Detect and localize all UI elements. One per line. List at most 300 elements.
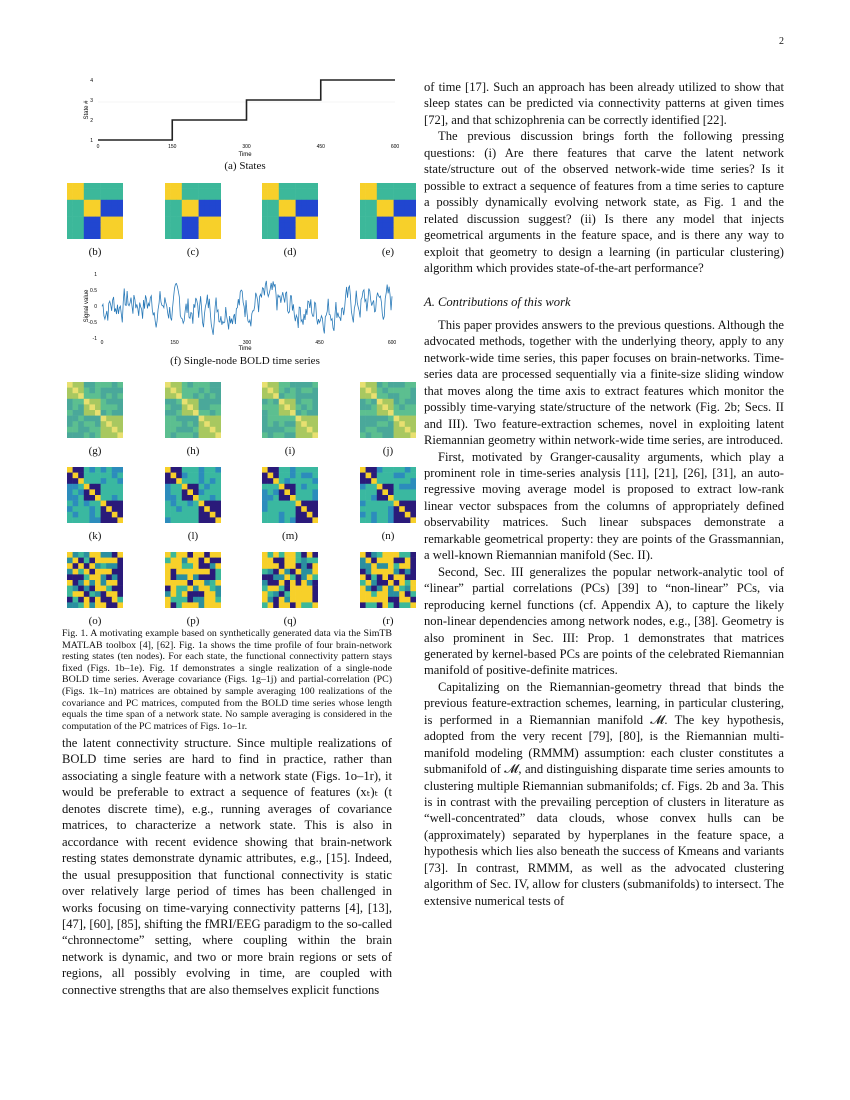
matrix-cell xyxy=(176,211,182,217)
matrix-cell xyxy=(73,404,79,410)
matrix-cell xyxy=(215,194,221,200)
matrix-cell xyxy=(73,189,79,195)
matrix-cell xyxy=(182,388,188,394)
matrix-cell xyxy=(410,558,416,564)
matrix-cell xyxy=(187,501,193,507)
matrix-cell xyxy=(171,194,177,200)
matrix-cell xyxy=(273,591,279,597)
matrix-cell xyxy=(268,552,274,558)
matrix-cell xyxy=(273,416,279,422)
matrix-cell xyxy=(210,501,216,507)
matrix-cell xyxy=(301,574,307,580)
matrix-cell xyxy=(182,591,188,597)
matrix-cell xyxy=(199,512,205,518)
matrix-cell xyxy=(284,217,290,223)
matrix-cell xyxy=(89,597,95,603)
matrix-cell xyxy=(67,501,73,507)
matrix-cell xyxy=(290,517,296,523)
matrix-cell xyxy=(284,552,290,558)
matrix-cell xyxy=(176,552,182,558)
matrix-cell xyxy=(112,489,118,495)
matrix-cell xyxy=(301,467,307,473)
matrix-cell xyxy=(312,552,318,558)
matrix-cell xyxy=(262,597,268,603)
matrix-cell xyxy=(388,574,394,580)
matrix-cell xyxy=(377,427,383,433)
matrix-cell xyxy=(187,416,193,422)
matrix-cell xyxy=(399,580,405,586)
matrix-cell xyxy=(171,399,177,405)
matrix-cell xyxy=(279,388,285,394)
matrix-cell xyxy=(307,183,313,189)
matrix-cell xyxy=(78,222,84,228)
matrix-cell xyxy=(377,501,383,507)
matrix-cell xyxy=(371,563,377,569)
matrix-cell xyxy=(377,569,383,575)
matrix-cell xyxy=(279,586,285,592)
matrix-cell xyxy=(382,473,388,479)
matrix-cell xyxy=(171,563,177,569)
matrix-cell xyxy=(84,217,90,223)
matrix-cell xyxy=(366,506,372,512)
matrix-cell xyxy=(360,200,366,206)
matrix-cell xyxy=(312,183,318,189)
matrix-cell xyxy=(117,495,123,501)
matrix-cell xyxy=(279,421,285,427)
matrix-cell xyxy=(284,432,290,438)
matrix-cell xyxy=(182,427,188,433)
matrix-cell xyxy=(399,558,405,564)
matrix-cell xyxy=(371,421,377,427)
matrix-cell xyxy=(67,222,73,228)
matrix-cell xyxy=(394,591,400,597)
x-tick: 0 xyxy=(100,340,104,346)
connectivity-matrix xyxy=(67,382,123,438)
matrix-cell xyxy=(193,183,199,189)
matrix-cell xyxy=(84,552,90,558)
matrix-cell xyxy=(112,512,118,518)
matrix-cell xyxy=(279,558,285,564)
matrix-cell xyxy=(312,404,318,410)
matrix-cell xyxy=(405,432,411,438)
matrix-cell xyxy=(182,233,188,239)
matrix-cell xyxy=(187,427,193,433)
matrix-cell xyxy=(388,183,394,189)
matrix-cell xyxy=(193,228,199,234)
matrix-cell xyxy=(301,563,307,569)
matrix-cell xyxy=(171,233,177,239)
matrix-cell xyxy=(394,189,400,195)
matrix-cell xyxy=(382,602,388,608)
matrix-cell xyxy=(405,506,411,512)
matrix-cell xyxy=(67,506,73,512)
matrix-cell xyxy=(307,580,313,586)
matrix-cell xyxy=(187,399,193,405)
matrix-cell xyxy=(290,217,296,223)
matrix-cell xyxy=(296,200,302,206)
matrix-cell xyxy=(84,574,90,580)
matrix-cell xyxy=(95,222,101,228)
matrix-cell xyxy=(410,404,416,410)
matrix-cell xyxy=(371,602,377,608)
matrix-cell xyxy=(204,478,210,484)
matrix-cell xyxy=(307,586,313,592)
matrix-cell xyxy=(78,217,84,223)
connectivity-matrix xyxy=(262,552,318,608)
matrix-cell xyxy=(284,382,290,388)
matrix-cell xyxy=(67,393,73,399)
matrix-cell xyxy=(95,388,101,394)
matrix-cell xyxy=(399,591,405,597)
matrix-cell xyxy=(307,416,313,422)
matrix-cell xyxy=(171,228,177,234)
matrix-cell xyxy=(165,586,171,592)
matrix-cell xyxy=(89,484,95,490)
matrix-cell xyxy=(165,563,171,569)
matrix-cell xyxy=(176,399,182,405)
matrix-cell xyxy=(95,393,101,399)
matrix-cell xyxy=(182,183,188,189)
matrix-cell xyxy=(215,388,221,394)
matrix-cell xyxy=(84,421,90,427)
matrix-cell xyxy=(176,580,182,586)
matrix-cell xyxy=(262,421,268,427)
matrix-cell xyxy=(95,580,101,586)
matrix-cell xyxy=(307,388,313,394)
matrix-cell xyxy=(284,563,290,569)
x-tick: 450 xyxy=(316,144,325,150)
matrix-cell xyxy=(371,183,377,189)
matrix-cell xyxy=(187,552,193,558)
matrix-cell xyxy=(176,591,182,597)
matrix-cell xyxy=(89,399,95,405)
matrix-cell xyxy=(382,217,388,223)
matrix-cell xyxy=(199,574,205,580)
matrix-cell xyxy=(268,421,274,427)
matrix-cell xyxy=(371,597,377,603)
matrix-cell xyxy=(399,484,405,490)
connectivity-matrix xyxy=(165,183,221,239)
matrix-cell xyxy=(388,211,394,217)
matrix-cell xyxy=(210,484,216,490)
matrix-cell xyxy=(382,233,388,239)
matrix-cell xyxy=(360,382,366,388)
matrix-cell xyxy=(101,410,107,416)
matrix-cell xyxy=(117,517,123,523)
matrix-cell xyxy=(101,217,107,223)
y-tick: 1 xyxy=(90,138,93,144)
matrix-cell xyxy=(366,432,372,438)
matrix-cell xyxy=(296,416,302,422)
matrix-cell xyxy=(73,506,79,512)
subfigure-label: (p) xyxy=(186,615,200,627)
matrix-cell xyxy=(410,597,416,603)
matrix-cell xyxy=(95,189,101,195)
matrix-cell xyxy=(101,222,107,228)
matrix-cell xyxy=(112,506,118,512)
matrix-cell xyxy=(165,484,171,490)
matrix-cell xyxy=(410,427,416,433)
matrix-cell xyxy=(117,399,123,405)
matrix-cell xyxy=(273,569,279,575)
matrix-cell xyxy=(284,574,290,580)
matrix-cell xyxy=(199,421,205,427)
matrix-cell xyxy=(89,205,95,211)
matrix-cell xyxy=(312,580,318,586)
matrix-cell xyxy=(67,602,73,608)
matrix-cell xyxy=(360,427,366,433)
matrix-cell xyxy=(366,382,372,388)
matrix-cell xyxy=(268,189,274,195)
matrix-cell xyxy=(371,228,377,234)
matrix-cell xyxy=(176,489,182,495)
connectivity-matrix xyxy=(360,467,416,523)
matrix-cell xyxy=(84,233,90,239)
matrix-cell xyxy=(171,211,177,217)
matrix-cell xyxy=(117,473,123,479)
matrix-cell xyxy=(193,393,199,399)
matrix-cell xyxy=(101,200,107,206)
matrix-cell xyxy=(95,478,101,484)
matrix-cell xyxy=(377,517,383,523)
matrix-cell xyxy=(182,393,188,399)
matrix-cell xyxy=(95,228,101,234)
matrix-cell xyxy=(106,200,112,206)
matrix-cell xyxy=(366,416,372,422)
matrix-cell xyxy=(371,489,377,495)
matrix-cell xyxy=(399,467,405,473)
matrix-cell xyxy=(215,484,221,490)
matrix-cell xyxy=(67,473,73,479)
matrix-cell xyxy=(371,393,377,399)
matrix-cell xyxy=(89,473,95,479)
matrix-cell xyxy=(204,233,210,239)
signal-line xyxy=(102,281,392,335)
matrix-cell xyxy=(106,552,112,558)
matrix-cell xyxy=(377,495,383,501)
matrix-cell xyxy=(410,222,416,228)
matrix-cell xyxy=(405,228,411,234)
matrix-cell xyxy=(112,586,118,592)
y-tick: 0 xyxy=(94,304,97,310)
matrix-cell xyxy=(377,586,383,592)
matrix-cell xyxy=(73,597,79,603)
matrix-cell xyxy=(106,211,112,217)
matrix-cell xyxy=(67,512,73,518)
matrix-cell xyxy=(67,484,73,490)
matrix-cell xyxy=(176,189,182,195)
matrix-cell xyxy=(377,580,383,586)
matrix-cell xyxy=(405,473,411,479)
matrix-cell xyxy=(199,432,205,438)
matrix-cell xyxy=(371,501,377,507)
matrix-cell xyxy=(382,399,388,405)
matrix-cell xyxy=(182,217,188,223)
matrix-cell xyxy=(215,432,221,438)
matrix-cell xyxy=(210,558,216,564)
matrix-cell xyxy=(284,189,290,195)
matrix-cell xyxy=(366,501,372,507)
matrix-cell xyxy=(112,205,118,211)
matrix-cell xyxy=(262,217,268,223)
matrix-cell xyxy=(101,432,107,438)
matrix-cell xyxy=(210,580,216,586)
matrix-cell xyxy=(296,233,302,239)
matrix-cell xyxy=(262,501,268,507)
matrix-cell xyxy=(199,602,205,608)
matrix-cell xyxy=(371,478,377,484)
matrix-cell xyxy=(171,222,177,228)
matrix-cell xyxy=(301,382,307,388)
matrix-cell xyxy=(371,410,377,416)
matrix-cell xyxy=(273,211,279,217)
matrix-cell xyxy=(360,484,366,490)
matrix-cell xyxy=(296,563,302,569)
matrix-cell xyxy=(215,228,221,234)
matrix-cell xyxy=(176,602,182,608)
matrix-cell xyxy=(394,484,400,490)
matrix-cell xyxy=(394,501,400,507)
matrix-cell xyxy=(290,388,296,394)
matrix-cell xyxy=(405,233,411,239)
matrix-cell xyxy=(95,602,101,608)
matrix-cell xyxy=(182,222,188,228)
matrix-cell xyxy=(273,410,279,416)
matrix-cell xyxy=(215,421,221,427)
matrix-cell xyxy=(360,512,366,518)
matrix-cell xyxy=(117,233,123,239)
matrix-cell xyxy=(73,183,79,189)
matrix-cell xyxy=(268,478,274,484)
matrix-cell xyxy=(371,217,377,223)
matrix-cell xyxy=(296,404,302,410)
matrix-cell xyxy=(78,200,84,206)
matrix-cell xyxy=(171,478,177,484)
matrix-cell xyxy=(204,427,210,433)
matrix-cell xyxy=(106,517,112,523)
matrix-cell xyxy=(215,467,221,473)
matrix-cell xyxy=(296,478,302,484)
matrix-cell xyxy=(95,574,101,580)
matrix-cell xyxy=(165,205,171,211)
matrix-cell xyxy=(67,217,73,223)
matrix-cell xyxy=(210,569,216,575)
matrix-cell xyxy=(187,393,193,399)
plot-a-states xyxy=(80,72,410,162)
matrix-cell xyxy=(307,228,313,234)
matrix-cell xyxy=(204,217,210,223)
matrix-cell xyxy=(117,410,123,416)
matrix-cell xyxy=(176,517,182,523)
matrix-cell xyxy=(371,205,377,211)
matrix-cell xyxy=(377,217,383,223)
matrix-cell xyxy=(165,393,171,399)
matrix-cell xyxy=(399,432,405,438)
matrix-cell xyxy=(382,200,388,206)
matrix-cell xyxy=(73,205,79,211)
matrix-cell xyxy=(290,410,296,416)
matrix-cell xyxy=(268,427,274,433)
matrix-cell xyxy=(210,222,216,228)
matrix-cell xyxy=(171,602,177,608)
matrix-cell xyxy=(95,211,101,217)
matrix-cell xyxy=(307,421,313,427)
matrix-cell xyxy=(307,189,313,195)
matrix-cell xyxy=(89,602,95,608)
matrix-cell xyxy=(388,489,394,495)
matrix-cell xyxy=(399,416,405,422)
matrix-cell xyxy=(101,569,107,575)
matrix-cell xyxy=(312,473,318,479)
matrix-cell xyxy=(89,506,95,512)
matrix-cell xyxy=(399,473,405,479)
matrix-cell xyxy=(95,517,101,523)
matrix-cell xyxy=(410,399,416,405)
matrix-cell xyxy=(73,222,79,228)
matrix-cell xyxy=(73,495,79,501)
matrix-cell xyxy=(165,602,171,608)
matrix-cell xyxy=(176,597,182,603)
matrix-cell xyxy=(312,194,318,200)
matrix-cell xyxy=(399,478,405,484)
matrix-cell xyxy=(296,432,302,438)
matrix-cell xyxy=(360,410,366,416)
matrix-cell xyxy=(410,501,416,507)
matrix-cell xyxy=(371,512,377,518)
matrix-cell xyxy=(101,563,107,569)
matrix-cell xyxy=(312,217,318,223)
matrix-cell xyxy=(301,501,307,507)
matrix-cell xyxy=(307,558,313,564)
matrix-cell xyxy=(101,495,107,501)
matrix-cell xyxy=(193,512,199,518)
matrix-cell xyxy=(377,222,383,228)
matrix-cell xyxy=(273,205,279,211)
matrix-cell xyxy=(165,597,171,603)
matrix-cell xyxy=(290,563,296,569)
matrix-cell xyxy=(215,580,221,586)
matrix-cell xyxy=(268,200,274,206)
matrix-cell xyxy=(399,399,405,405)
matrix-cell xyxy=(215,478,221,484)
matrix-cell xyxy=(176,563,182,569)
matrix-cell xyxy=(176,467,182,473)
matrix-cell xyxy=(301,597,307,603)
matrix-cell xyxy=(312,388,318,394)
matrix-cell xyxy=(284,194,290,200)
matrix-cell xyxy=(268,580,274,586)
x-tick: 300 xyxy=(242,144,251,150)
matrix-cell xyxy=(307,427,313,433)
matrix-cell xyxy=(73,512,79,518)
matrix-cell xyxy=(279,591,285,597)
matrix-cell xyxy=(117,586,123,592)
matrix-cell xyxy=(377,382,383,388)
matrix-cell xyxy=(301,222,307,228)
matrix-cell xyxy=(394,432,400,438)
matrix-cell xyxy=(290,427,296,433)
matrix-cell xyxy=(165,211,171,217)
matrix-cell xyxy=(101,467,107,473)
matrix-cell xyxy=(262,484,268,490)
matrix-cell xyxy=(176,506,182,512)
matrix-cell xyxy=(312,586,318,592)
matrix-cell xyxy=(382,416,388,422)
matrix-cell xyxy=(360,580,366,586)
matrix-cell xyxy=(262,552,268,558)
matrix-cell xyxy=(78,421,84,427)
matrix-cell xyxy=(215,552,221,558)
